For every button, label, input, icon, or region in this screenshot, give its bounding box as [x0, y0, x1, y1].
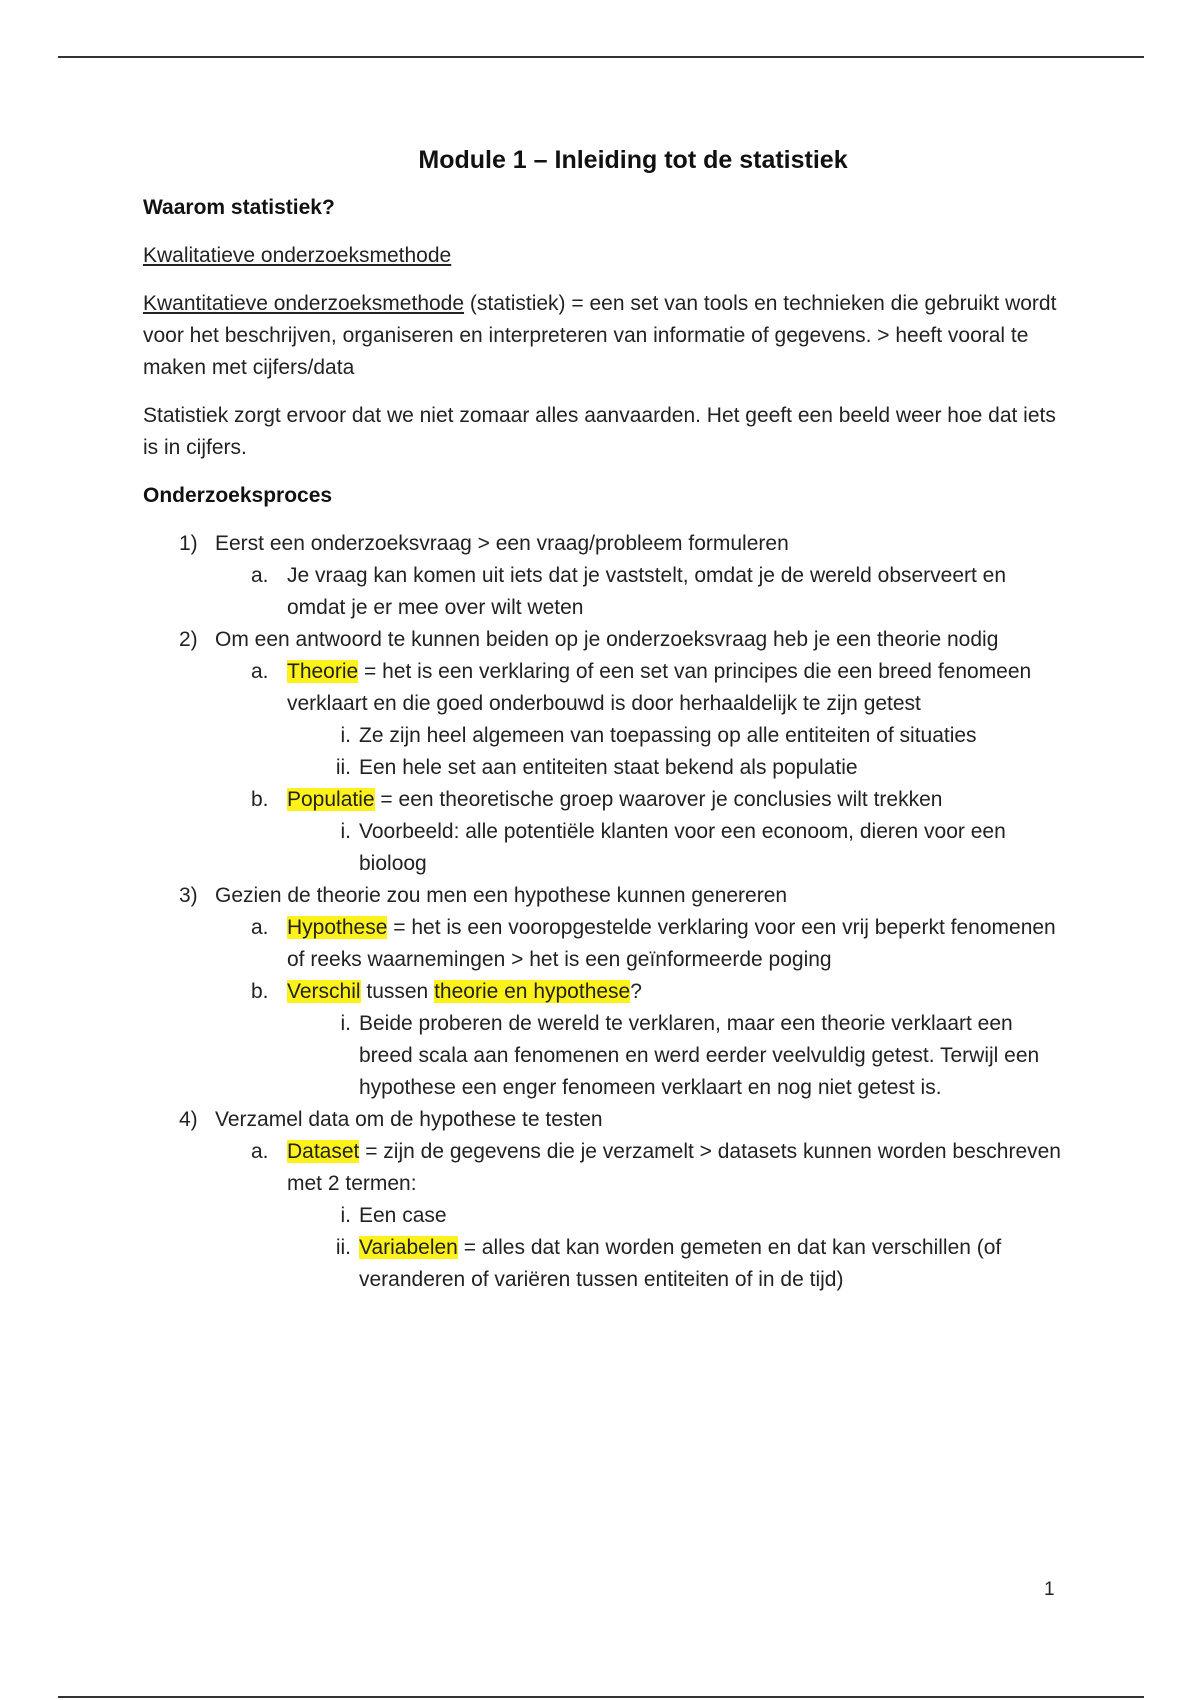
qualitative-term: Kwalitatieve onderzoeksmethode: [143, 244, 452, 267]
highlighted-term: Verschil: [287, 980, 361, 1003]
list-item: i. Voorbeeld: alle potentiële klanten voor een econoom, dieren voor een bioloog: [340, 820, 1006, 875]
list-item: ii. Een hele set aan entiteiten staat bekend als populatie: [335, 756, 858, 779]
list-item: b. Verschil tussen theorie en hypothese?: [251, 980, 642, 1003]
qualitative-method-line: [143, 240, 1063, 272]
list-item: i. Ze zijn heel algemeen van toepassing op alle entiteiten of situaties: [340, 724, 977, 747]
top-rule: [58, 56, 1144, 58]
list-item: 4) Verzamel data om de hypothese te testen: [179, 1108, 603, 1131]
list-item: 2) Om een antwoord te kunnen beiden op je onderzoeksvraag heb je een theorie nodig: [179, 628, 999, 651]
highlighted-term: theorie en hypothese: [434, 980, 631, 1003]
list-item: 3) Gezien de theorie zou men een hypothese kunnen genereren: [179, 884, 788, 907]
list-item: a. Je vraag kan komen uit iets dat je vaststelt, omdat je de wereld observeert en omdat je er mee over wilt weten: [251, 564, 1007, 619]
section-heading-process: Onderzoeksproces: [143, 484, 333, 507]
quantitative-def-text: (statistiek) = een set van tools en technieken die gebruikt wordt voor het beschrijven, organiseren en interpreteren van informatie of gegevens. > heeft vooral te maken met cijfers/data: [143, 292, 1057, 379]
document-body: [143, 140, 1063, 1296]
highlighted-term: Dataset: [287, 1140, 360, 1163]
bottom-rule: [58, 1696, 1144, 1698]
highlighted-term: Variabelen: [359, 1236, 458, 1259]
highlighted-term: Hypothese: [287, 916, 388, 939]
list-item: b. Populatie = een theoretische groep waarover je conclusies wilt trekken: [251, 788, 943, 811]
list-item: i. Een case: [340, 1204, 447, 1227]
quantitative-definition: [143, 288, 1063, 384]
statistics-paragraph: Statistiek zorgt ervoor dat we niet zomaar alles aanvaarden. Het geeft een beeld weer hoe dat iets is in cijfers.: [143, 404, 1056, 459]
list-item: a. Hypothese = het is een vooropgestelde verklaring voor een vrij beperkt fenomenen of reeks waarnemingen > het is een geïnformeerde poging: [251, 916, 1056, 971]
list-item: 1) Eerst een onderzoeksvraag > een vraag/probleem formuleren: [179, 532, 789, 555]
section-heading-why: Waarom statistiek?: [143, 196, 335, 219]
document-title: Module 1 – Inleiding tot de statistiek: [418, 146, 848, 174]
list-item: a. Theorie = het is een verklaring of een set van principes die een breed fenomeen verklaart en die goed onderbouwd is door herhaaldelijk te zijn getest: [251, 660, 1032, 715]
list-item: ii. Variabelen = alles dat kan worden gemeten en dat kan verschillen (of veranderen of variëren tussen entiteiten of in de tijd): [335, 1236, 1002, 1291]
page-number: 1: [1044, 1579, 1055, 1600]
list-item: a. Dataset = zijn de gegevens die je verzamelt > datasets kunnen worden beschreven met 2 termen:: [251, 1140, 1061, 1195]
quantitative-term: Kwantitatieve onderzoeksmethode: [143, 292, 465, 315]
highlighted-term: Theorie: [287, 660, 359, 683]
list-item: i. Beide proberen de wereld te verklaren, maar een theorie verklaart een breed scala aan fenomenen en werd eerder veelvuldig getest. Terwijl een hypothese een enger fenomeen verklaart en nog niet getest is.: [340, 1012, 1040, 1099]
process-list: [143, 528, 1063, 1296]
highlighted-term: Populatie: [287, 788, 375, 811]
